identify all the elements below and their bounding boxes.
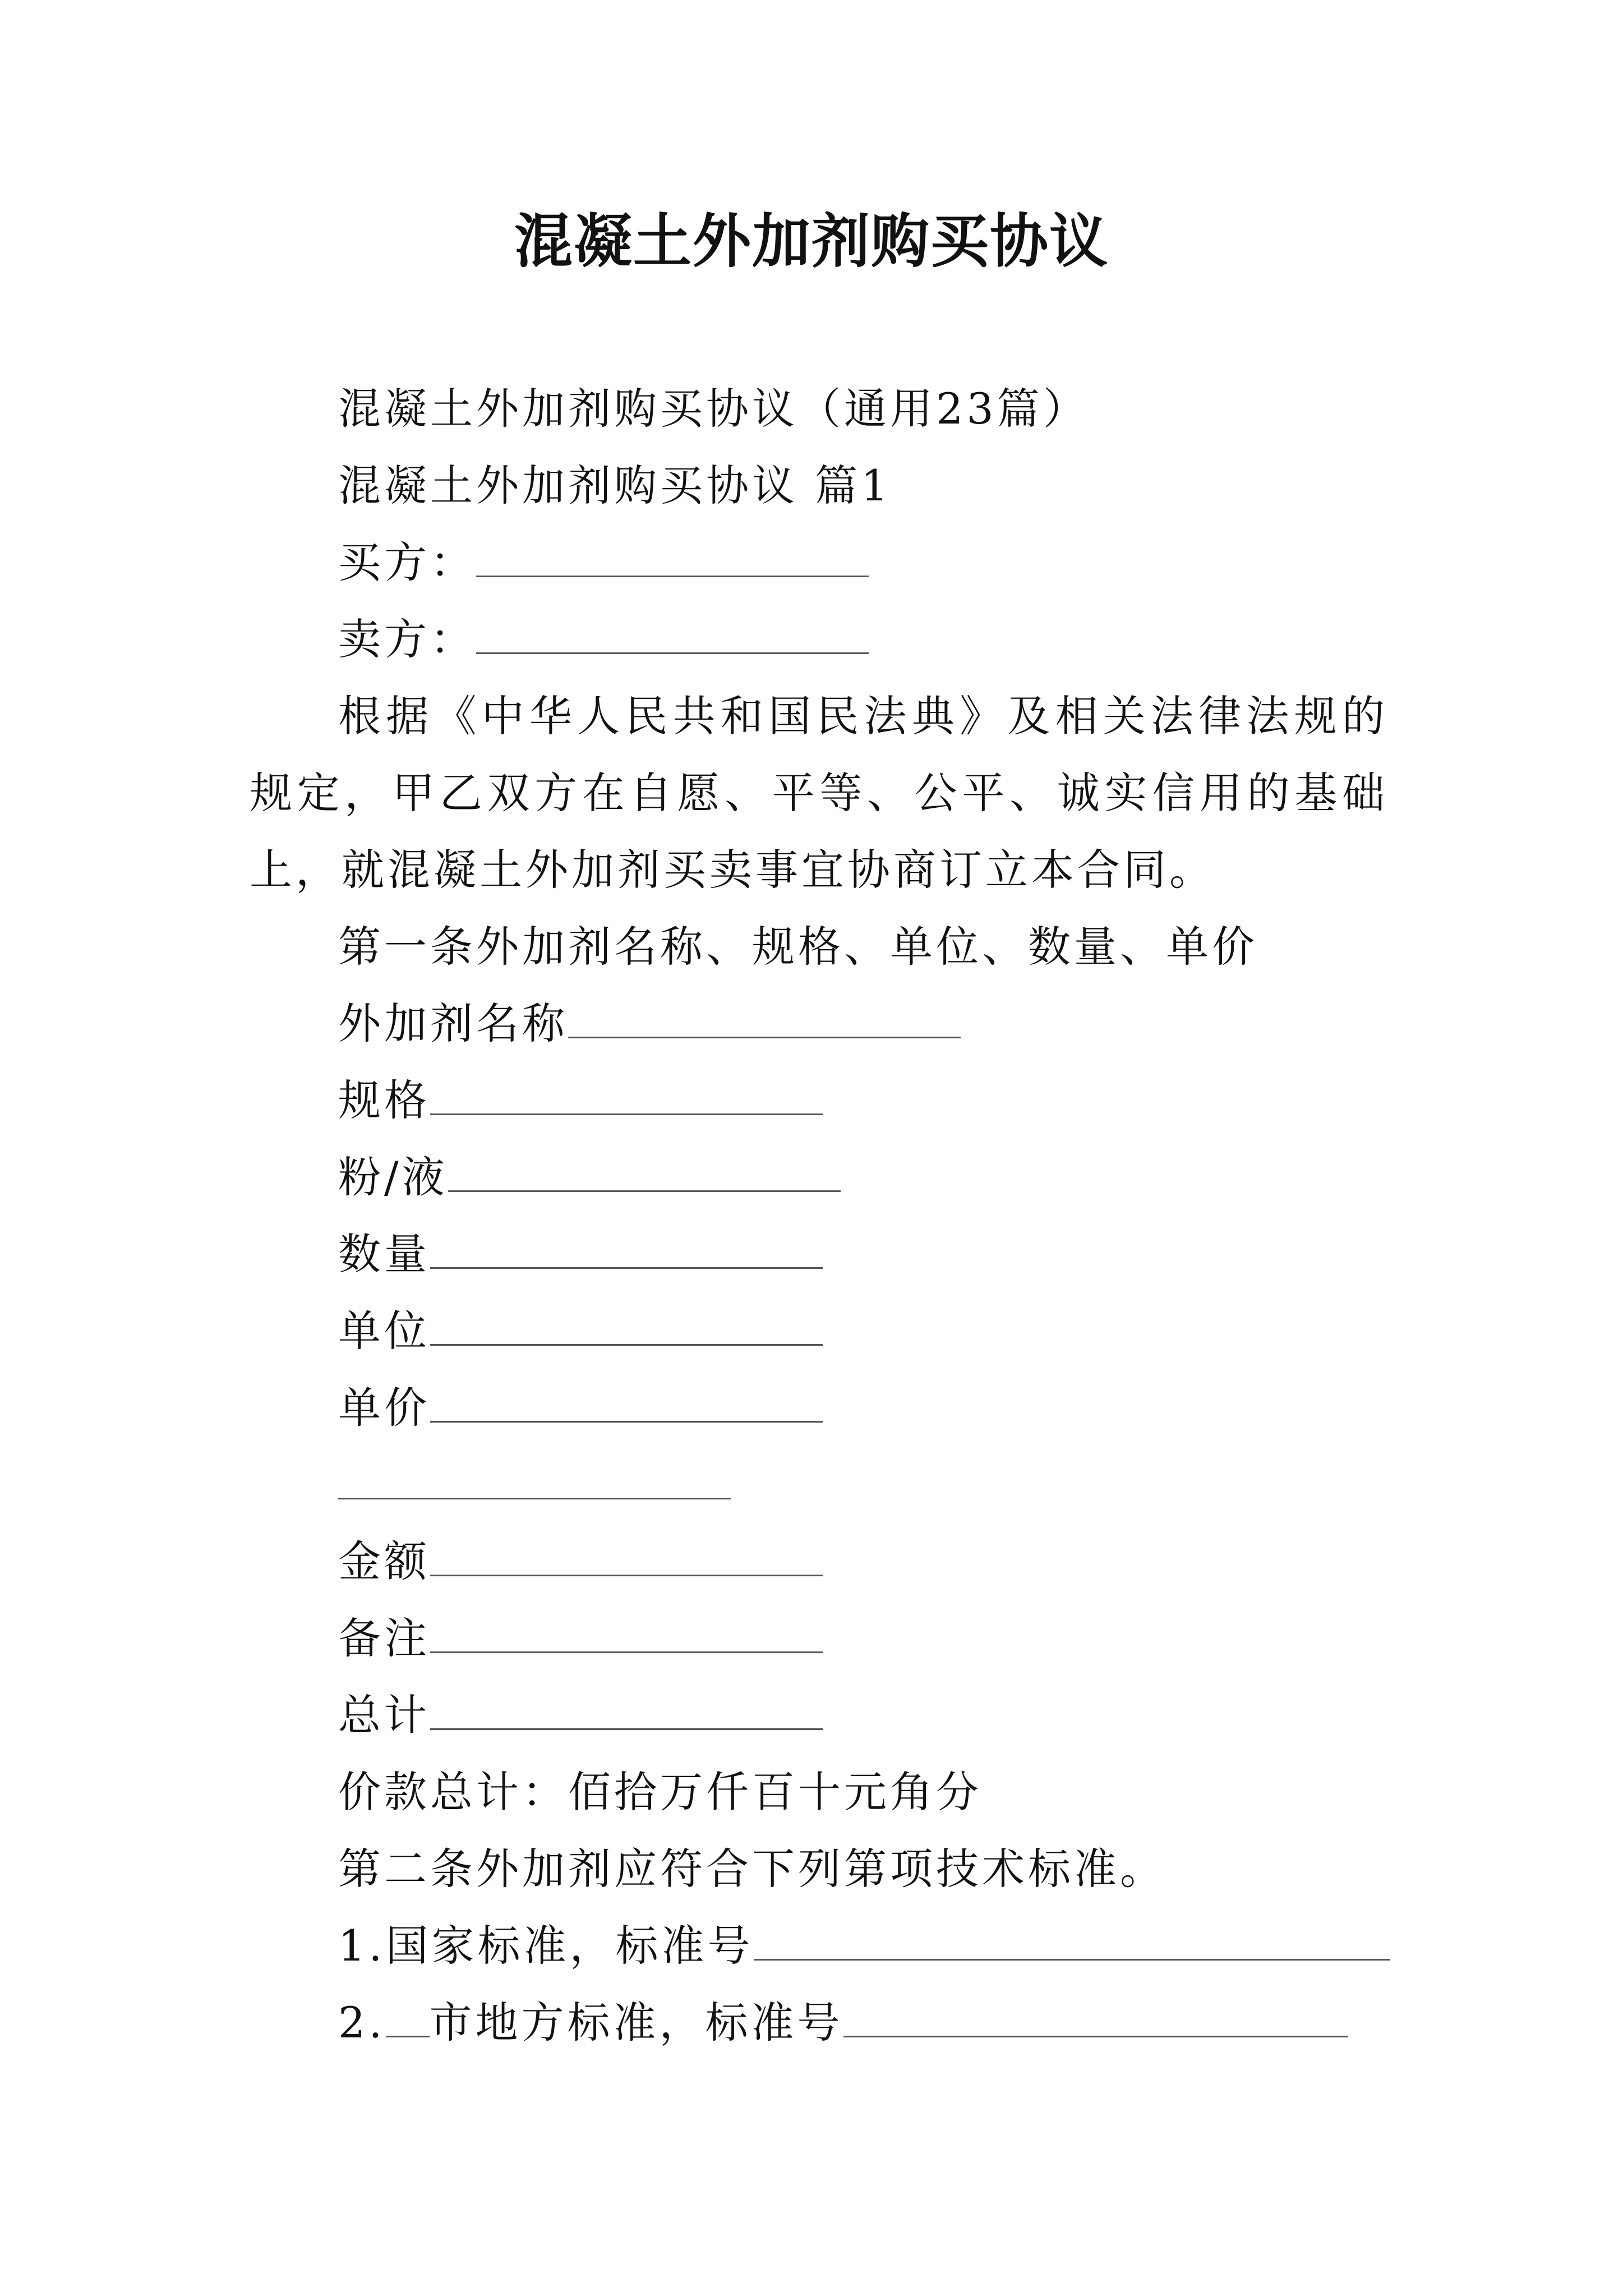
name-row	[250, 985, 1388, 1062]
seller-field[interactable]	[476, 614, 869, 654]
standard2-row	[250, 1984, 1388, 2061]
name-field[interactable]	[568, 999, 961, 1038]
amount-row	[250, 1523, 1388, 1600]
article1-heading: 第一条外加剂名称、规格、单位、数量、单价	[338, 922, 1258, 972]
spec-field[interactable]	[430, 1075, 823, 1115]
standard1-label: 1.国家标准，标准号	[338, 1921, 754, 1971]
buyer-row	[250, 524, 1388, 601]
amount-label: 金额	[338, 1536, 430, 1586]
unit-price-label: 单价	[338, 1383, 430, 1433]
spec-label: 规格	[338, 1075, 430, 1125]
name-label: 外加剂名称	[338, 999, 568, 1048]
section-heading: 混凝土外加剂购买协议 篇1	[338, 461, 892, 510]
price-total-line: 价款总计：佰拾万仟百十元角分	[338, 1767, 982, 1817]
standard2-prefix: 2.	[338, 1998, 386, 2047]
extra-blank-field[interactable]	[338, 1460, 731, 1499]
remarks-field[interactable]	[430, 1613, 823, 1653]
standard2-label: 市地方标准，标准号	[429, 1998, 843, 2047]
remarks-label: 备注	[338, 1613, 430, 1663]
preamble-paragraph: 根据《中华人民共和国民法典》及相关法律法规的规定，甲乙双方在自愿、平等、公平、诚实信用的基础上，就混凝土外加剂买卖事宜协商订立本合同。	[250, 691, 1388, 895]
form-field[interactable]	[448, 1152, 841, 1192]
article2-heading: 第二条外加剂应符合下列第项技术标准。	[338, 1844, 1166, 1894]
document-body	[250, 370, 1388, 2061]
form-label: 粉/液	[338, 1152, 448, 1202]
amount-field[interactable]	[430, 1536, 823, 1576]
standard1-row	[250, 1907, 1388, 1984]
standard2-city-field[interactable]	[386, 1998, 430, 2037]
unit-price-row	[250, 1369, 1388, 1446]
quantity-row	[250, 1216, 1388, 1292]
total-row	[250, 1677, 1388, 1754]
remarks-row	[250, 1600, 1388, 1677]
seller-row	[250, 601, 1388, 678]
unit-row	[250, 1292, 1388, 1369]
unit-field[interactable]	[430, 1306, 823, 1346]
seller-label: 卖方：	[338, 614, 476, 664]
document-title: 混凝土外加剂购买协议	[514, 206, 1109, 275]
document-subtitle: 混凝土外加剂购买协议（通用23篇）	[338, 384, 1089, 434]
total-label: 总计	[338, 1690, 430, 1740]
standard1-field[interactable]	[754, 1921, 1390, 1961]
total-field[interactable]	[430, 1690, 823, 1730]
extra-blank-row	[250, 1446, 1388, 1523]
buyer-label: 买方：	[338, 537, 476, 587]
quantity-field[interactable]	[430, 1229, 823, 1269]
unit-price-field[interactable]	[430, 1383, 823, 1423]
unit-label: 单位	[338, 1306, 430, 1356]
quantity-label: 数量	[338, 1229, 430, 1279]
standard2-field[interactable]	[843, 1998, 1348, 2037]
spec-row	[250, 1062, 1388, 1139]
form-row	[250, 1139, 1388, 1216]
buyer-field[interactable]	[476, 537, 869, 577]
